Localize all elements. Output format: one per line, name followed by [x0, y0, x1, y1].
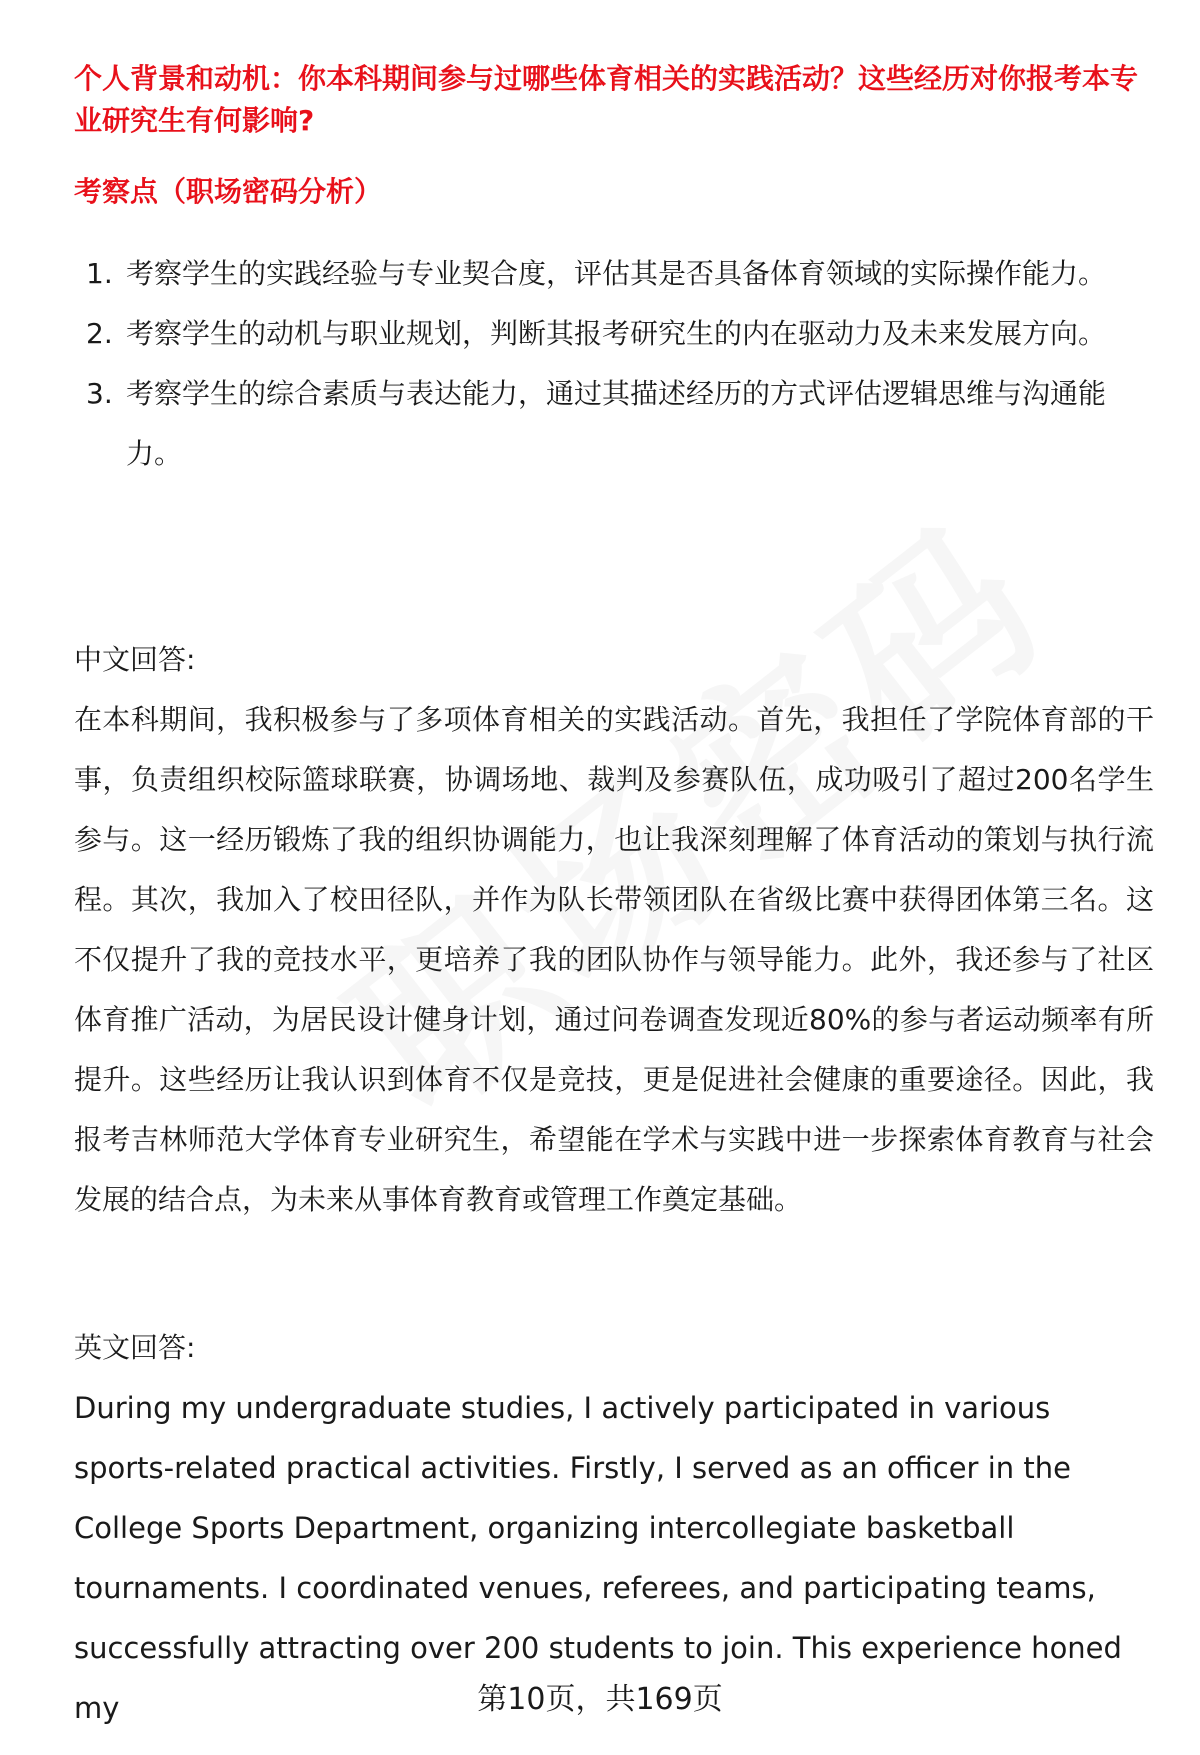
list-item [0, 364, 1140, 484]
list-item [0, 244, 1140, 304]
list-number: 1. [86, 257, 113, 290]
chinese-answer-label: 中文回答: [74, 643, 196, 676]
english-answer-text: During my undergraduate studies, I actively participated in various sports-related practical activities. Firstly, I served as an officer in the College Sports Department, organizing intercollegiate basketball tournaments. I coordinated venues, referees, and participating teams, successfully attracting over 200 students to join. This experience honed my [74, 1391, 1122, 1725]
section-title: 考察点（职场密码分析） [74, 175, 383, 208]
question-heading: 个人背景和动机：你本科期间参与过哪些体育相关的实践活动？这些经历对你报考本专业研究生有何影响? [74, 62, 1139, 137]
list-item [0, 304, 1140, 364]
page-number-footer: 第10页，共169页 [477, 1682, 723, 1717]
list-text: 考察学生的实践经验与专业契合度，评估其是否具备体育领域的实际操作能力。 [126, 257, 1107, 290]
chinese-answer-text: 在本科期间，我积极参与了多项体育相关的实践活动。首先，我担任了学院体育部的干事，负责组织校际篮球联赛，协调场地、裁判及参赛队伍，成功吸引了超过200名学生参与。这一经历锻炼了我的组织协调能力，也让我深刻理解了体育活动的策划与执行流程。其次，我加入了校田径队，并作为队长带领团队在省级比赛中获得团体第三名。这不仅提升了我的竞技水平，更培养了我的团队协作与领导能力。此外，我还参与了社区体育推广活动，为居民设计健身计划，通过问卷调查发现近80%的参与者运动频率有所提升。这些经历让我认识到体育不仅是竞技，更是促进社会健康的重要途径。因此，我报考吉林师范大学体育专业研究生，希望能在学术与实践中进一步探索体育教育与社会发展的结合点，为未来从事体育教育或管理工作奠定基础。 [74, 703, 1154, 1216]
assessment-points-list [0, 244, 1140, 484]
english-answer-label: 英文回答: [74, 1331, 196, 1364]
list-text: 考察学生的综合素质与表达能力，通过其描述经历的方式评估逻辑思维与沟通能力。 [126, 377, 1107, 470]
list-number: 3. [86, 377, 113, 410]
list-text: 考察学生的动机与职业规划，判断其报考研究生的内在驱动力及未来发展方向。 [126, 317, 1107, 350]
list-number: 2. [86, 317, 113, 350]
